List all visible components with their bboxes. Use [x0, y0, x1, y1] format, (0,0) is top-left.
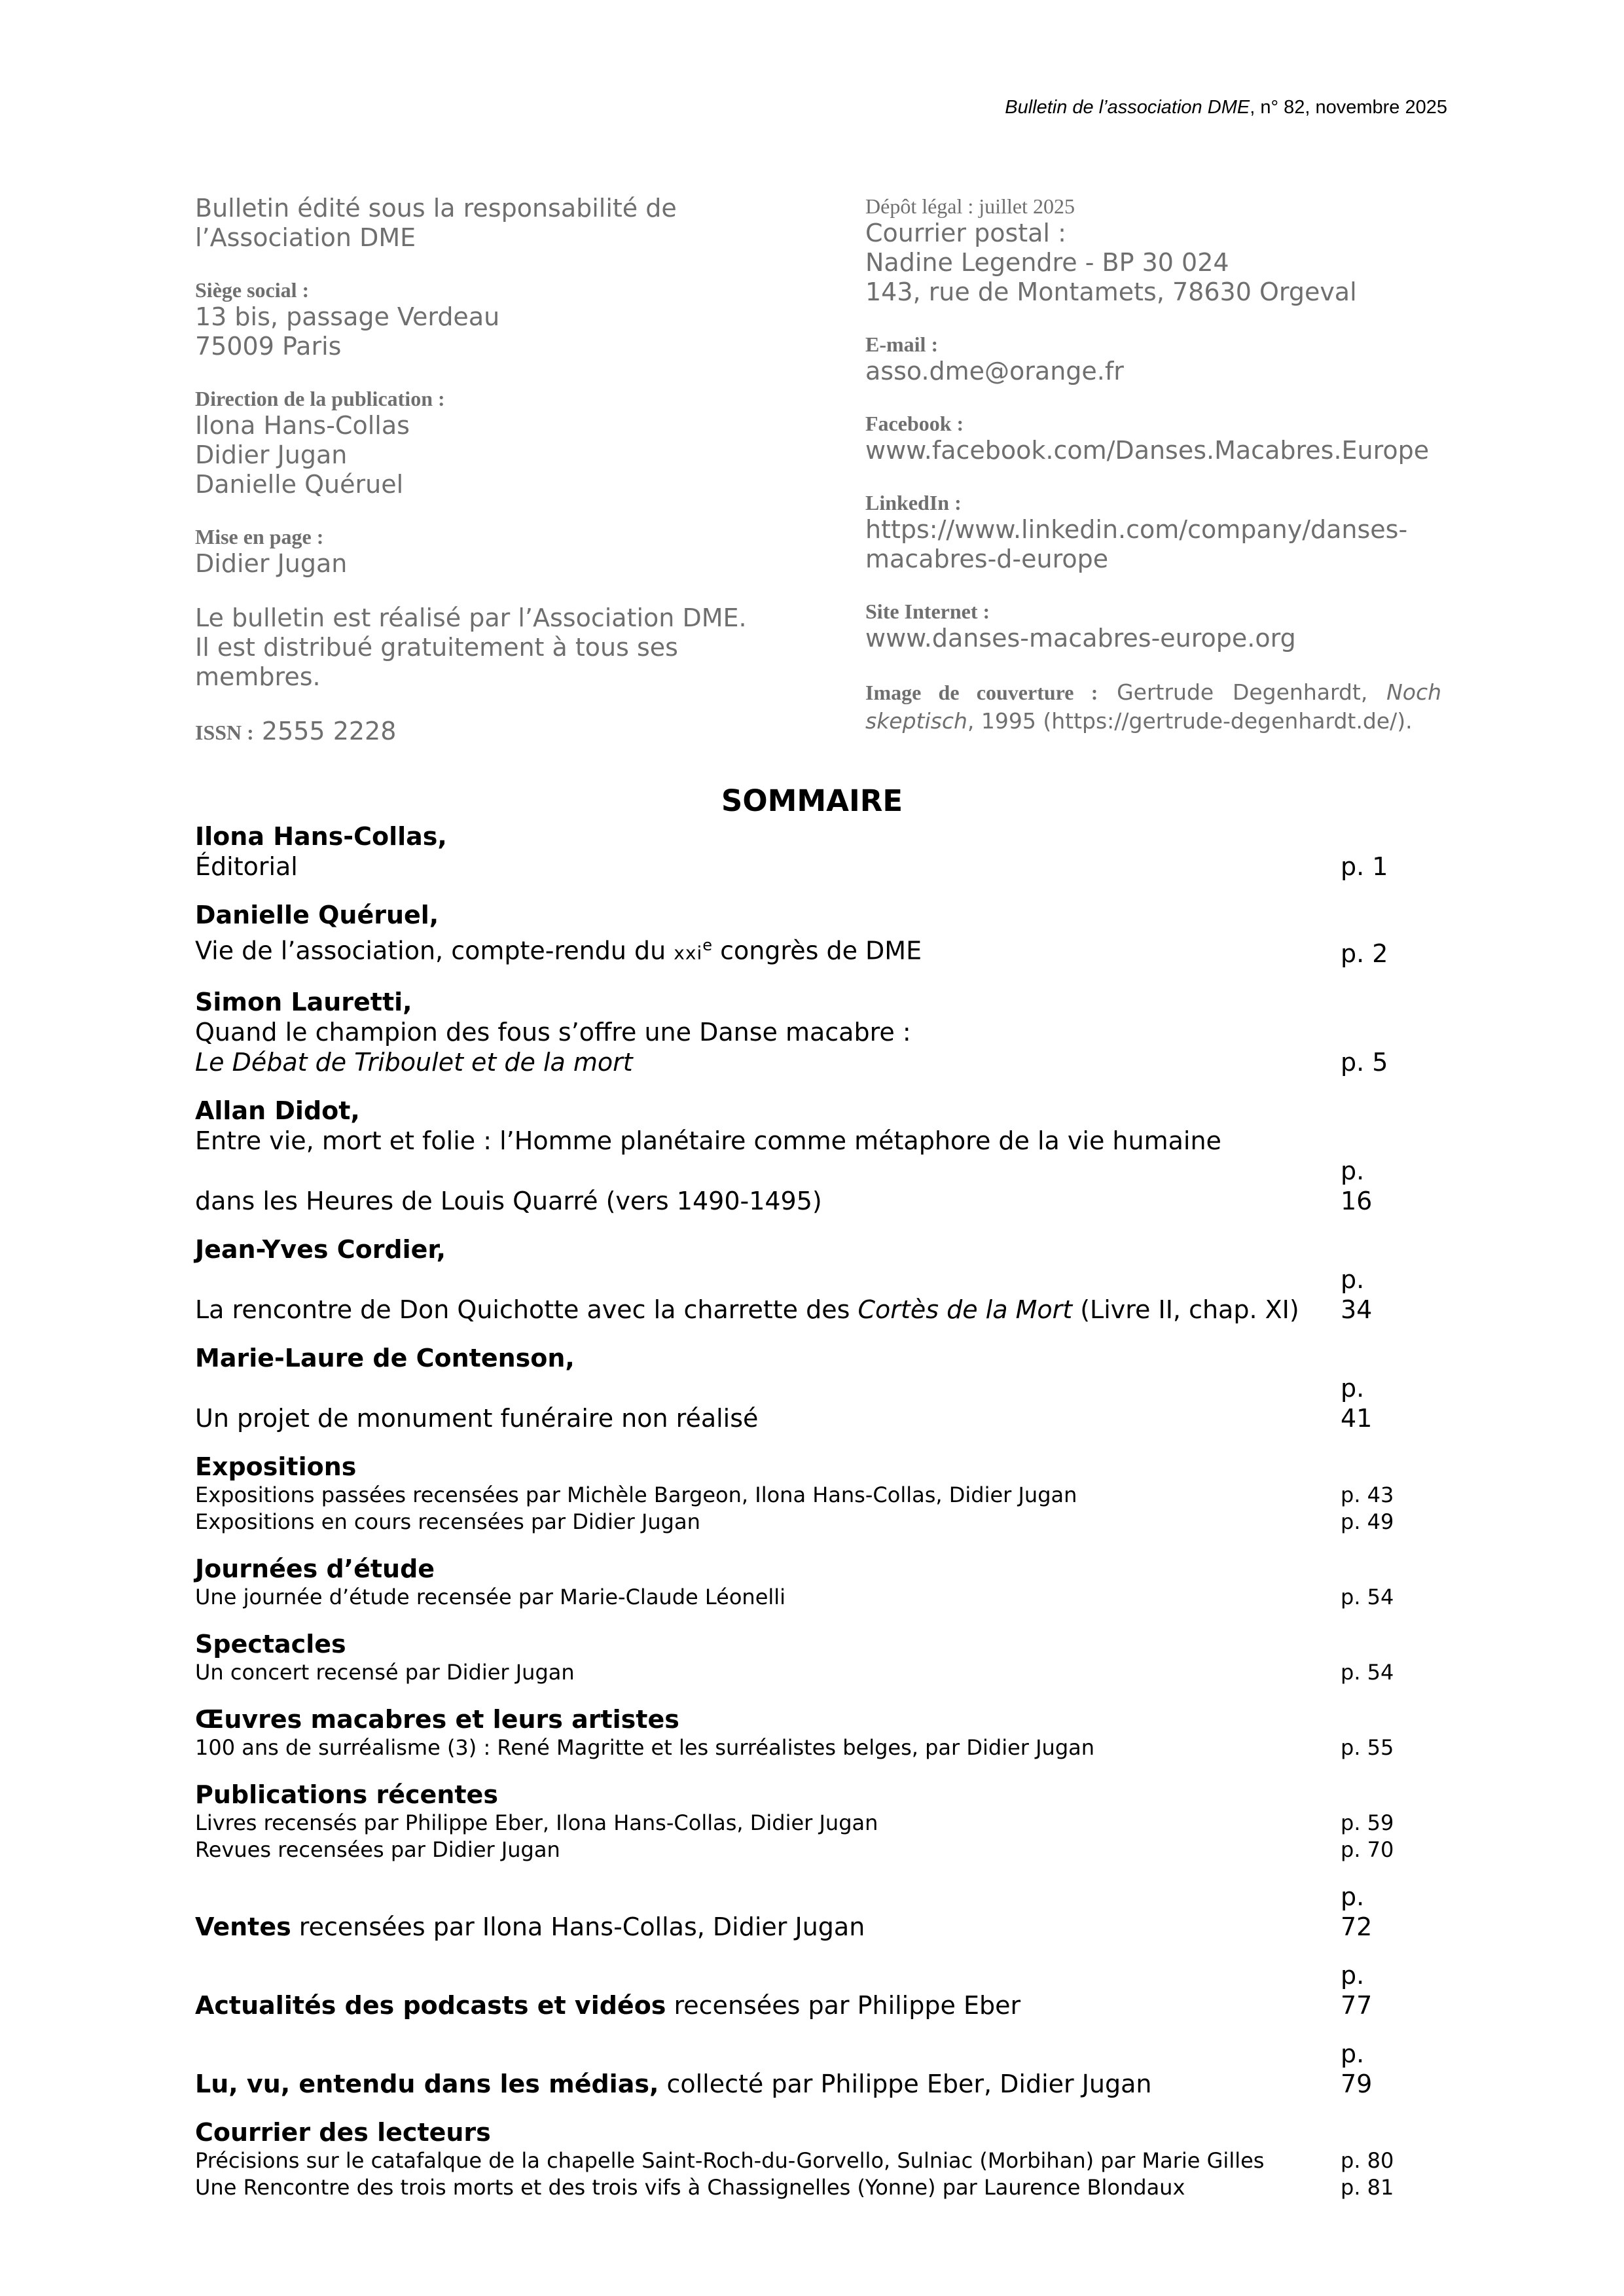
cover-label: Image de couverture :: [865, 681, 1098, 704]
toc-section-heading: Publications récentes: [195, 1780, 498, 1809]
direction-label: Direction de la publication :: [195, 387, 445, 410]
bulletin-title: Bulletin de l’association DME: [1005, 97, 1250, 118]
cover-source: , 1995 (https://gertrude-degenhardt.de/).: [967, 708, 1413, 734]
realise-block: [195, 603, 771, 692]
direction-block: [195, 386, 771, 499]
toc-section[interactable]: [195, 1780, 1399, 1863]
toc-row: [195, 1659, 1399, 1686]
toc-entry[interactable]: [195, 1343, 1399, 1433]
toc-text: dans les Heures de Louis Quarré (vers 1490-1495): [195, 1186, 822, 1215]
toc-page: p. 54: [1341, 1584, 1394, 1609]
toc-section-heading: Courrier des lecteurs: [195, 2117, 491, 2147]
toc-section[interactable]: [195, 1629, 1399, 1686]
toc-text: Un projet de monument funéraire non réalisé: [195, 1403, 759, 1433]
facebook-block: [865, 411, 1441, 465]
toc-text-part: La rencontre de Don Quichotte avec la charrette des: [195, 1295, 858, 1324]
mise-label: Mise en page :: [195, 525, 324, 548]
depot-courrier-block: [865, 194, 1441, 307]
toc-section-heading: Lu, vu, entendu dans les médias,: [195, 2069, 659, 2098]
toc-section-heading: Expositions: [195, 1452, 357, 1481]
siege-line: 13 bis, passage Verdeau: [195, 302, 500, 331]
toc-page: p. 70: [1341, 1837, 1394, 1862]
toc-text: Expositions en cours recensées par Didier Jugan: [195, 1509, 700, 1534]
toc-author: Ilona Hans-Collas,: [195, 822, 447, 851]
toc-row: [195, 1482, 1399, 1509]
courrier-line: 143, rue de Montamets, 78630 Orgeval: [865, 278, 1357, 306]
cover-title: skeptisch: [865, 708, 967, 734]
toc-page: p. 81: [1341, 2174, 1394, 2200]
toc-row: [195, 1373, 1399, 1433]
toc-text: Entre vie, mort et folie : l’Homme planétaire comme métaphore de la vie humaine: [195, 1126, 1221, 1155]
mise-en-page-block: [195, 524, 771, 579]
toc-row: [195, 1509, 1399, 1535]
cover-artist: Gertrude Degenhardt,: [1098, 679, 1387, 705]
toc-entry[interactable]: [195, 987, 1399, 1077]
issn-label: ISSN :: [195, 721, 254, 744]
toc-row: [195, 1584, 1399, 1611]
director-name: Danielle Quéruel: [195, 470, 404, 499]
director-name: Didier Jugan: [195, 440, 348, 469]
table-of-contents: [195, 821, 1399, 2219]
toc-text: 100 ans de surréalisme (3) : René Magritte et les surréalistes belges, par Didier Jugan: [195, 1734, 1095, 1760]
toc-author: Marie-Laure de Contenson,: [195, 1343, 575, 1372]
intro-block: [195, 194, 771, 253]
toc-section-heading: Actualités des podcasts et vidéos: [195, 1990, 666, 2020]
intro-line: l’Association DME: [195, 223, 416, 252]
toc-row: [195, 2039, 1399, 2099]
facebook-link[interactable]: www.facebook.com/Danses.Macabres.Europe: [865, 436, 1430, 465]
toc-text-part: recensées par Ilona Hans-Collas, Didier Jugan: [291, 1912, 865, 1941]
intro-line: Bulletin édité sous la responsabilité de: [195, 194, 677, 223]
linkedin-link[interactable]: https://www.linkedin.com/company/danses-: [865, 515, 1408, 544]
cover-credit: [865, 678, 1441, 736]
toc-text-part: congrès de DME: [712, 936, 922, 965]
toc-text: [195, 1295, 1341, 1325]
depot-legal: Dépôt légal : juillet 2025: [865, 194, 1075, 218]
toc-section-heading: Journées d’étude: [195, 1554, 435, 1583]
century-numeral: xxi: [674, 942, 703, 964]
siege-label: Siège social :: [195, 278, 310, 302]
toc-text: Revues recensées par Didier Jugan: [195, 1837, 560, 1862]
toc-section[interactable]: [195, 1452, 1399, 1535]
toc-row: [195, 930, 1399, 969]
facebook-label: Facebook :: [865, 412, 964, 435]
toc-row: [195, 2147, 1399, 2174]
issn-block: [195, 717, 771, 747]
toc-text: Une journée d’étude recensée par Marie-Claude Léonelli: [195, 1584, 786, 1609]
colophon-right: [865, 194, 1441, 761]
cover-title: Noch: [1386, 679, 1441, 705]
toc-page: p. 77: [1341, 1960, 1373, 2020]
toc-row: [195, 1960, 1399, 2020]
toc-row: [195, 1156, 1399, 1216]
director-name: Ilona Hans-Collas: [195, 411, 410, 440]
century-suffix: e: [702, 936, 712, 954]
toc-section[interactable]: [195, 1554, 1399, 1611]
toc-text-part: Vie de l’association, compte-rendu du: [195, 936, 674, 965]
toc-page: p. 41: [1341, 1373, 1373, 1433]
email-block: [865, 332, 1441, 386]
toc-author: Allan Didot,: [195, 1096, 360, 1125]
toc-section-heading: Ventes: [195, 1912, 291, 1941]
toc-page: p. 34: [1341, 1265, 1373, 1324]
siege-block: [195, 278, 771, 361]
toc-row: [195, 1837, 1399, 1863]
toc-page: p. 72: [1341, 1882, 1373, 1941]
toc-page: p. 2: [1341, 939, 1388, 968]
toc-text: Précisions sur le catafalque de la chapelle Saint-Roch-du-Gorvello, Sulniac (Morbihan) par Marie Gilles: [195, 2147, 1265, 2173]
realise-line: Le bulletin est réalisé par l’Association DME.: [195, 603, 747, 632]
toc-entry[interactable]: [195, 1234, 1399, 1325]
toc-row: [195, 1810, 1399, 1837]
toc-page: p. 79: [1341, 2039, 1373, 2098]
email-value[interactable]: asso.dme@orange.fr: [865, 357, 1124, 386]
toc-section[interactable]: [195, 2117, 1399, 2201]
toc-page: p. 49: [1341, 1509, 1394, 1534]
toc-text: Un concert recensé par Didier Jugan: [195, 1659, 575, 1685]
issn-value: 2555 2228: [261, 717, 397, 745]
site-label: Site Internet :: [865, 600, 990, 623]
toc-text: [195, 2069, 1341, 2099]
toc-text: [195, 1912, 1341, 1942]
toc-section-heading: Œuvres macabres et leurs artistes: [195, 1704, 679, 1734]
toc-page: p. 16: [1341, 1156, 1373, 1215]
siege-line: 75009 Paris: [195, 332, 342, 361]
toc-text-italic: Cortès de la Mort: [857, 1295, 1073, 1324]
toc-page: p. 59: [1341, 1810, 1394, 1835]
toc-text-part: (Livre II, chap. XI): [1072, 1295, 1299, 1324]
toc-row: [195, 852, 1399, 882]
toc-text: Quand le champion des fous s’offre une Danse macabre :: [195, 1017, 911, 1047]
toc-title: SOMMAIRE: [721, 783, 903, 818]
toc-page: p. 43: [1341, 1482, 1394, 1507]
toc-entry[interactable]: [195, 2039, 1399, 2099]
toc-text-italic: Le Débat de Triboulet et de la mort: [195, 1047, 633, 1077]
realise-line: Il est distribué gratuitement à tous ses: [195, 633, 678, 662]
toc-row: [195, 1047, 1399, 1077]
toc-author: Jean-Yves Cordier,: [195, 1234, 446, 1264]
toc-text: Une Rencontre des trois morts et des trois vifs à Chassignelles (Yonne) par Laurence Blondaux: [195, 2174, 1185, 2200]
toc-entry[interactable]: [195, 1882, 1399, 1942]
courrier-line: Courrier postal :: [865, 219, 1066, 247]
toc-text: [195, 1990, 1341, 2020]
toc-entry[interactable]: [195, 1960, 1399, 2020]
email-label: E-mail :: [865, 332, 939, 356]
issue-info: , n° 82, novembre 2025: [1250, 97, 1447, 118]
toc-section-heading: Spectacles: [195, 1629, 346, 1659]
toc-page: p. 55: [1341, 1734, 1394, 1760]
linkedin-label: LinkedIn :: [865, 491, 962, 514]
toc-page: p. 1: [1341, 852, 1388, 881]
toc-text: Expositions passées recensées par Michèle Bargeon, Ilona Hans-Collas, Didier Jugan: [195, 1482, 1077, 1507]
toc-text-part: recensées par Philippe Eber: [666, 1990, 1021, 2020]
toc-page: p. 80: [1341, 2147, 1394, 2173]
toc-text: Livres recensés par Philippe Eber, Ilona Hans-Collas, Didier Jugan: [195, 1810, 878, 1835]
site-link[interactable]: www.danses-macabres-europe.org: [865, 624, 1296, 653]
toc-text: [195, 930, 1341, 969]
colophon-left: [195, 194, 771, 772]
linkedin-link[interactable]: macabres-d-europe: [865, 545, 1109, 573]
courrier-line: Nadine Legendre - BP 30 024: [865, 248, 1229, 277]
linkedin-block: [865, 490, 1441, 574]
site-block: [865, 599, 1441, 653]
toc-row: [195, 1882, 1399, 1942]
toc-page: p. 54: [1341, 1659, 1394, 1685]
toc-text: Éditorial: [195, 852, 298, 881]
toc-row: [195, 1734, 1399, 1761]
running-head: [1005, 97, 1447, 118]
toc-page: p. 5: [1341, 1047, 1388, 1077]
mise-name: Didier Jugan: [195, 549, 348, 578]
toc-text-part: collecté par Philippe Eber, Didier Jugan: [659, 2069, 1152, 2098]
toc-entry[interactable]: [195, 1096, 1399, 1216]
toc-row: [195, 2174, 1399, 2201]
toc-section[interactable]: [195, 1704, 1399, 1761]
toc-author: Danielle Quéruel,: [195, 901, 439, 929]
toc-entry[interactable]: [195, 821, 1399, 882]
realise-line: membres.: [195, 662, 321, 691]
toc-row: [195, 1265, 1399, 1325]
toc-author: Simon Lauretti,: [195, 987, 412, 1016]
toc-entry[interactable]: [195, 900, 1399, 969]
